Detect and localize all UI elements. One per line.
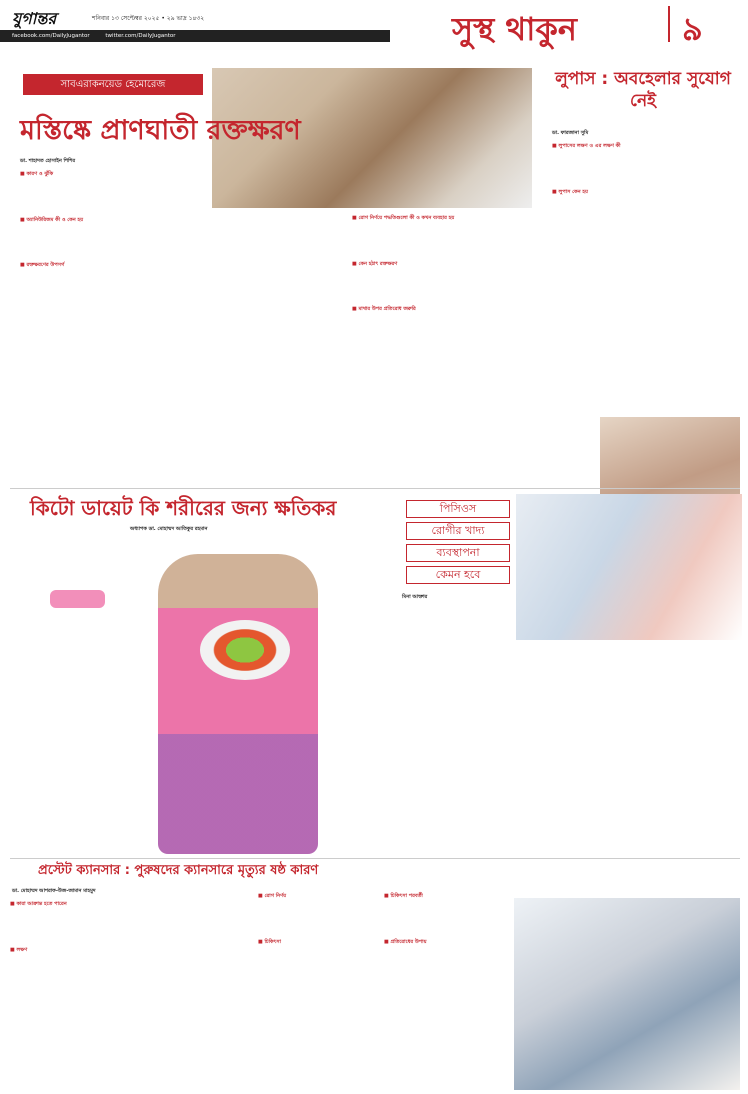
prostate-col1 (10, 898, 128, 1088)
prostate-col4 (384, 890, 508, 1088)
keto-col2 (250, 536, 390, 856)
divider (10, 858, 740, 859)
article1-col2 (226, 212, 344, 488)
pcos-box-2: রোগীর খাদ্য (406, 522, 510, 540)
prostate-photo-doctor (514, 898, 740, 1090)
pcos-col2 (516, 646, 626, 856)
subhead: ■ প্রতিরোধের উপায় (384, 938, 427, 945)
dateline: শনিবার ১৩ সেপ্টেম্বর ২০২৫ • ২৯ ভাদ্র ১৪৩২ (92, 15, 205, 22)
subhead: ■ চিকিৎসা (258, 938, 281, 945)
twitter-link[interactable]: twitter.com/DailyJugantor (105, 33, 176, 39)
subhead: ■ লক্ষণ (10, 946, 28, 953)
keto-col1 (10, 536, 150, 856)
section-title: সুস্থ থাকুন (452, 10, 577, 48)
pcos-box-1: পিসিওস (406, 500, 510, 518)
pcos-byline: মিনা আক্তার (402, 594, 428, 600)
subhead: ■ রোগ নির্ণয় (258, 893, 287, 899)
subhead: ■ অ্যানিউরিজম কী ও কেন হয় (20, 216, 84, 223)
article1-col1 (20, 168, 216, 488)
subhead: ■ রোগ নির্ণয়ে পদ্ধতিগুলো কী ও কখন ব্যবহার হয় (352, 215, 455, 221)
keto-title: কিটো ডায়েট কি শরীরের জন্য ক্ষতিকর (30, 496, 337, 520)
lupus-title: লুপাস : অবহেলার সুযোগ নেই (555, 69, 731, 111)
pcos-box-3: ব্যবস্থাপনা (406, 544, 510, 562)
masthead-logo: যুগান্তর (12, 9, 57, 28)
subhead: ■ রক্তক্ষরণের উপসর্গ (20, 262, 65, 269)
pcos-box-4: কেমন হবে (406, 566, 510, 584)
dumbbell-icon (50, 590, 105, 608)
article1-byline: ডা. শাহাদত হোসাইন শিশির (20, 158, 76, 164)
subhead: ■ কারা আক্রান্ত হতে পারেন (10, 901, 67, 907)
subhead: ■ চিকিৎসা পরবর্তী (384, 893, 423, 899)
prostate-title: প্রস্টেট ক্যানসার : পুরুষদের ক্যানসারে মৃত্যুর ষষ্ঠ কারণ (38, 863, 319, 878)
keto-byline: অধ্যাপক ডা. মোহাম্মদ আতিকুর রহমান (130, 526, 208, 532)
article1-title: মস্তিষ্কে প্রাণঘাতী রক্তক্ষরণ (20, 115, 301, 146)
prostate-byline: ডা. মোহাম্মদ আশরাফ-উজ-জামান মাহমুদ (12, 888, 96, 894)
header-divider (668, 6, 670, 42)
prostate-col3 (258, 890, 376, 1088)
pcos-col3 (632, 646, 742, 856)
divider (10, 488, 740, 489)
subhead: ■ লুপাস কেন হয় (552, 188, 588, 195)
facebook-link[interactable]: facebook.com/DailyJugantor (12, 33, 90, 39)
social-bar (0, 30, 390, 42)
subhead: ■ লুপাসের লক্ষণ ও এর লক্ষণ কী (552, 143, 621, 149)
prostate-col2 (134, 890, 252, 1088)
lupus-byline: ডা. ফারজানা সুমি (552, 130, 589, 136)
article1-kicker: সাবএরাকনয়েড হেমোরেজ (23, 74, 203, 95)
pcos-col1 (400, 604, 510, 854)
subhead: ■ মাথার উপর প্রতিরোধ জরুরি (352, 306, 416, 313)
subhead: ■ কেন হঠাৎ রক্তক্ষরণ (352, 260, 398, 267)
lupus-col2 (650, 124, 742, 414)
pcos-photo-doctor (516, 494, 742, 640)
article1-col3 (352, 212, 532, 488)
subhead: ■ কারণ ও ঝুঁকি (20, 171, 54, 177)
page-number: ৯ (682, 10, 703, 48)
lupus-col1 (552, 140, 644, 410)
